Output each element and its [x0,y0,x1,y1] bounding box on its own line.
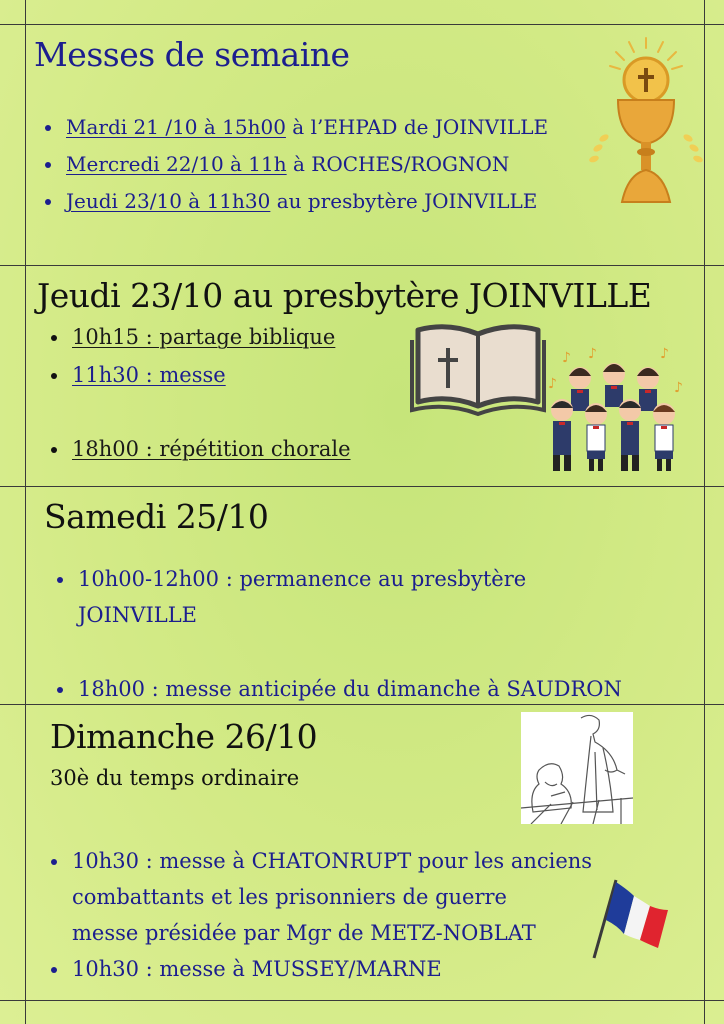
open-bible-cross-icon [408,320,548,418]
svg-text:♪: ♪ [548,376,557,392]
list-item: 10h30 : messe à MUSSEY/MARNE [48,951,592,987]
left-border [25,0,26,1024]
weekday-mass-list [42,112,548,223]
mass-link[interactable]: Mercredi 22/10 à 11h [66,152,287,176]
divider-1 [0,265,724,266]
list-item: 10h15 : partage biblique [48,322,351,360]
section-subtitle: 30è du temps ordinaire [50,766,300,790]
list-item: 18h00 : messe anticipée du dimanche à SAUDRON [54,671,622,707]
sunday-list [48,843,592,987]
french-flag-icon [590,876,672,960]
bottom-border [0,1000,724,1001]
right-border [704,0,705,1024]
thursday-list [48,322,351,470]
biblical-scene-drawing-icon [521,712,633,824]
mass-link[interactable]: Mardi 21 /10 à 15h00 [66,115,286,139]
section-title: Messes de semaine [34,35,350,74]
section-title: Dimanche 26/10 [50,717,318,756]
svg-text:♪: ♪ [660,346,669,362]
top-border [0,24,724,25]
svg-text:♪: ♪ [674,380,683,396]
mass-link[interactable]: Jeudi 23/10 à 11h30 [66,189,271,213]
list-item: 18h00 : répétition chorale [48,434,351,470]
svg-text:♪: ♪ [588,346,597,362]
list-item: Jeudi 23/10 à 11h30 au presbytère JOINVILLE [42,186,548,223]
section-title: Jeudi 23/10 au presbytère JOINVILLE [37,276,652,315]
list-item: Mercredi 22/10 à 11h à ROCHES/ROGNON [42,149,548,186]
list-item: 10h30 : messe à CHATONRUPT pour les anciens combattants et les prisonniers de guerre messe présidée par Mgr de METZ-NOBLAT [48,843,592,951]
divider-2 [0,486,724,487]
list-item: 10h00-12h00 : permanence au presbytère JOINVILLE [54,561,622,633]
section-title: Samedi 25/10 [44,497,269,536]
list-item: 11h30 : messe [48,360,351,434]
chalice-host-icon [584,34,704,214]
list-item: Mardi 21 /10 à 15h00 à l’EHPAD de JOINVILLE [42,112,548,149]
saturday-list [54,561,622,707]
svg-text:♪: ♪ [562,350,571,366]
children-choir-icon [544,346,686,474]
